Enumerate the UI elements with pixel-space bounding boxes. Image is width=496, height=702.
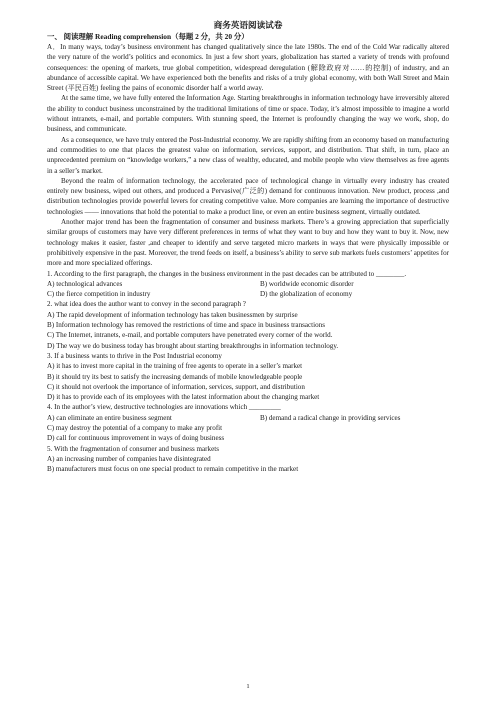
question-4-option-b: B) demand a radical change in providing services <box>260 413 401 422</box>
question-4-option-c: C) may destroy the potential of a company to make any profit <box>47 423 223 432</box>
passage-paragraph-5: Another major trend has been the fragmentation of consumer and business markets. There’s a growing appreciation that superficially similar groups of customers may have very different preferences in terms of what they want to buy and how they want to buy it. Now, new technology makes it easier, faster ,and cheaper to identify and serve targeted micro markets in ways that were physically impossible or prohibitively expensive in the past. Moreover, the trend feeds on itself, a business’s ability to serve sub markets fuels customers’ appetites for more and more specialized offerings. <box>47 218 449 268</box>
page-title: 商务英语阅读试卷 <box>213 20 283 30</box>
question-4-stem: 4. In the author’s view, destructive technologies are innovations which _________ <box>47 403 281 412</box>
page-number: 1 <box>246 683 250 690</box>
question-3-option-b: B) it should try its best to satisfy the increasing demands of mobile knowledgeable people <box>47 372 303 381</box>
question-5-option-b: B) manufacturers must focus on one special product to remain competitive in the market <box>47 465 299 474</box>
question-1-option-b: B) worldwide economic disorder <box>260 279 354 288</box>
question-3-option-d: D) it has to provide each of its employees with the latest information about the changing market <box>47 393 320 402</box>
question-1-options-row-2 <box>47 289 449 299</box>
question-2-option-a: A) The rapid development of information technology has taken businessmen by surprise <box>47 310 298 319</box>
question-5-option-a: A) an increasing number of companies have disintegrated <box>47 454 211 463</box>
question-1-option-d: D) the globalization of economy <box>260 290 353 299</box>
question-4-option-a: A) can eliminate an entire business segment <box>47 413 172 422</box>
document-page <box>47 20 449 474</box>
question-1-option-a: A) technological advances <box>47 279 123 288</box>
question-2-option-b: B) Information technology has removed the restrictions of time and space in business transactions <box>47 321 325 330</box>
section-heading: 一、 阅读理解 Reading comprehension（每题 2 分，共 20 分） <box>47 32 249 41</box>
question-2-option-c: C) The Internet, intranets, e-mail, and portable computers have penetrated every corner of the world. <box>47 331 333 340</box>
question-4-option-d: D) call for continuous improvement in ways of doing business <box>47 434 225 443</box>
passage-paragraph-3: As a consequence, we have truly entered the Post-Industrial economy. We are rapidly shifting from an economy based on manufacturing and commodities to one that places the greatest value on information, services, support, and distribution. That shift, in turn, place an unprecedented premium on “knowledge workers,” a new class of wealthy, educated, and mobile people who view themselves as free agents in a seller’s market. <box>47 135 449 175</box>
passage-paragraph-2: At the same time, we have fully entered the Information Age. Starting breakthroughs in information technology have irreversibly altered the ability to conduct business unconstrained by the traditional limitations of time or space. Today, it’s almost impossible to imagine a world without intranets, e-mail, and portable computers. With stunning speed, the Internet is profoundly changing the way we work, shop, do business, and communicate. <box>47 94 449 134</box>
question-3-option-c: C) it should not overlook the importance of information, services, support, and distribution <box>47 382 305 391</box>
question-1-option-c: C) the fierce competition in industry <box>47 290 151 299</box>
question-1-stem: 1. According to the first paragraph, the changes in the business environment in the past decades can be attributed to ________. <box>47 269 407 278</box>
question-3-stem: 3. If a business wants to thrive in the Post Industrial economy <box>47 351 222 360</box>
passage-paragraph-4: Beyond the realm of information technology, the accelerated pace of technological change in virtually every industry has created entirely new business, wiped out others, and produced a Pervasive(广泛的) demand for continuous innovation. New product, process ,and distribution technologies provide powerful levers for creating competitive value. More companies are learning the importance of destructive technologies —— innovations that hold the potential to make a product line, or even an entire business segment, virtually outdated. <box>47 176 449 216</box>
question-2-stem: 2. what idea does the author want to convey in the second paragraph ? <box>47 300 246 309</box>
question-2-option-d: D) The way we do business today has brought about starting breakthroughs in information technology. <box>47 341 339 350</box>
question-5-stem: 5. With the fragmentation of consumer and business markets <box>47 444 219 453</box>
passage-paragraph-1: A．In many ways, today’s business environment has changed qualitatively since the late 1980s. The end of the Cold War radically altered the very nature of the world’s politics and economics. In just a few short years, globalization has started a variety of trends with profound consequences: the opening of markets, true global competition, widespread deregulation (解除政府对……的控制) of industry, and an abundance of accessible capital. We have experienced both the benefits and risks of a truly global economy, with both Wall Street and Main Street (平民百姓) feeling the pains of economic disorder half a world away. <box>47 43 449 93</box>
question-1-options-row-1 <box>47 279 449 289</box>
question-4-options-row-1 <box>47 413 449 423</box>
question-3-option-a: A) it has to invest more capital in the training of free agents to operate in a seller’s market <box>47 362 303 371</box>
